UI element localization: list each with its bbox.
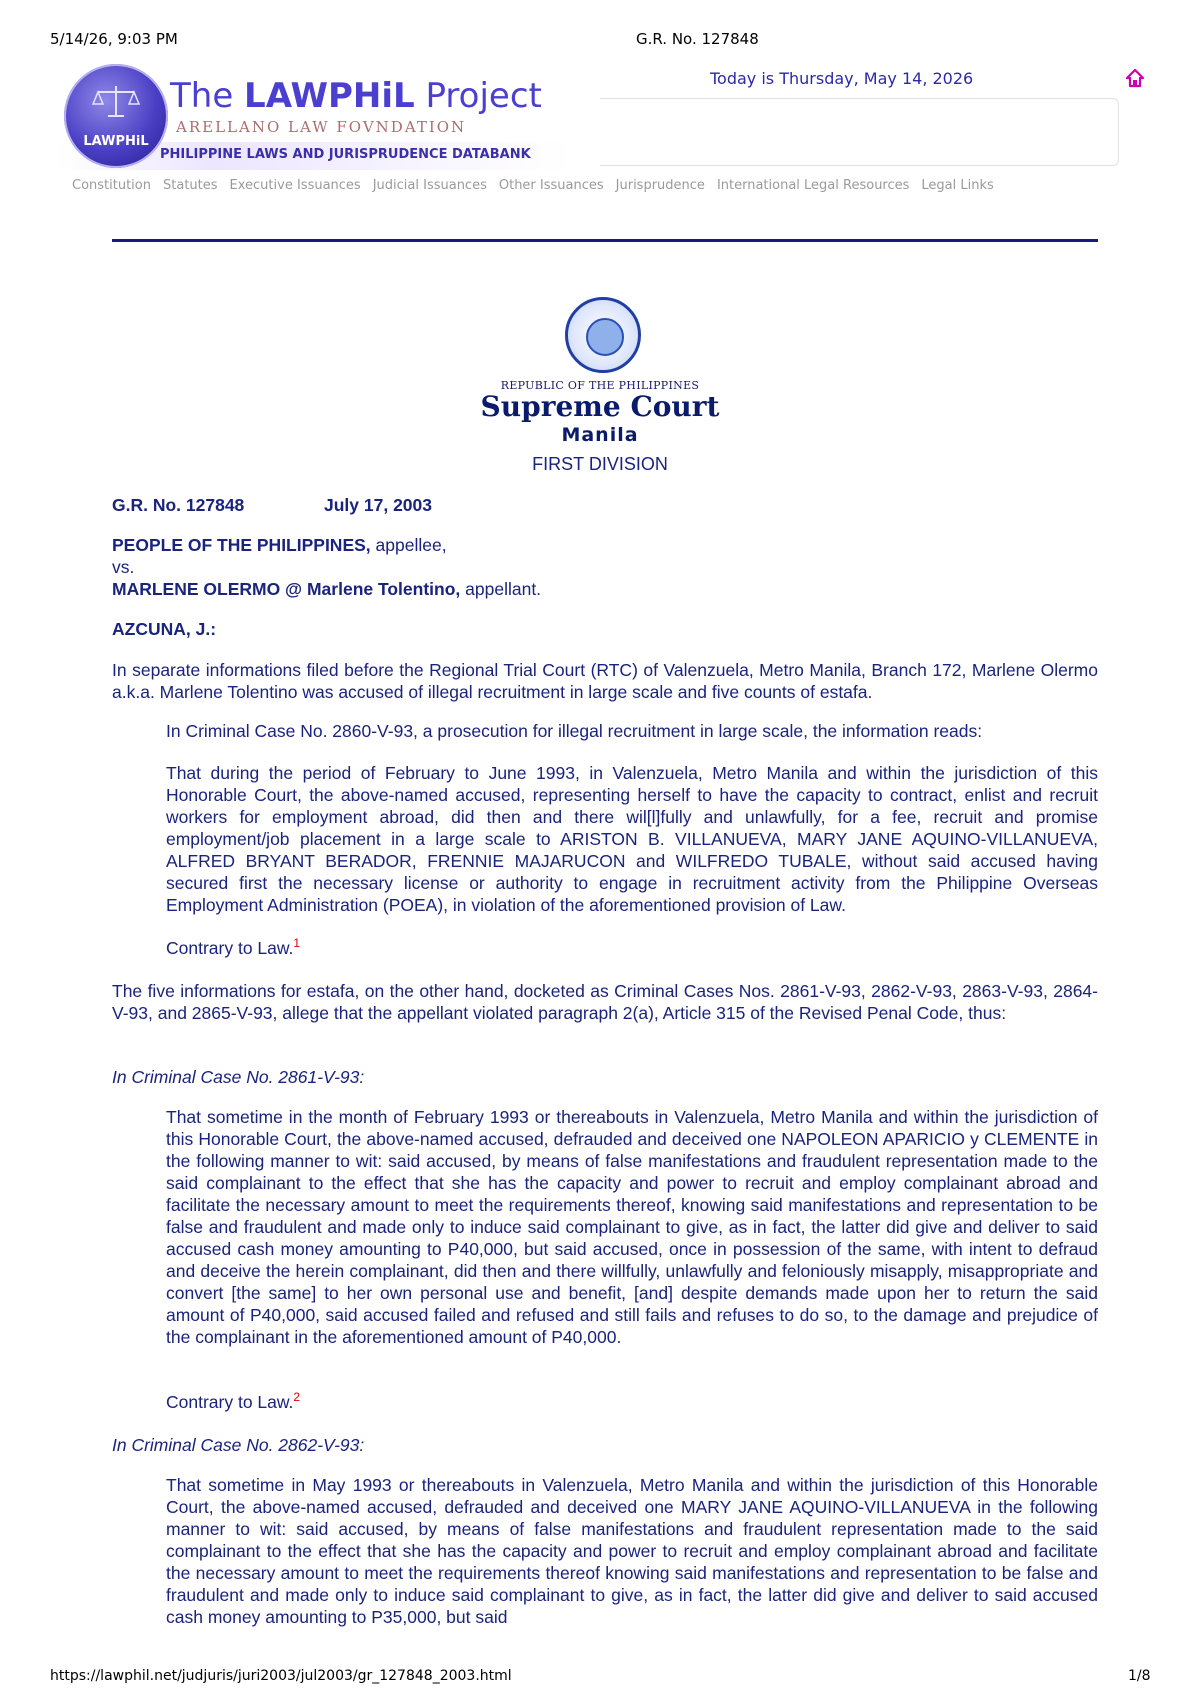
- print-page-number: 1/8: [1128, 1668, 1151, 1684]
- gr-number: G.R. No. 127848: [112, 495, 245, 515]
- nav-jurisprudence[interactable]: Jurisprudence: [615, 178, 705, 193]
- ponente: AZCUNA, J.:: [112, 619, 217, 639]
- footnote-2-link[interactable]: 2: [293, 1390, 301, 1404]
- main-nav: [72, 178, 1006, 193]
- print-doc-title: G.R. No. 127848: [636, 30, 759, 48]
- banner-title: The LAWPHiL Project: [170, 76, 542, 116]
- today-date: Today is Thursday, May 14, 2026: [710, 69, 974, 88]
- paragraph-intro: In separate informations filed before the Regional Trial Court (RTC) of Valenzuela, Metro Manila, Branch 172, Marlene Olermo a.k.a. Marlene Tolentino was accused of illegal recruitment in large scale and five counts of estafa.: [112, 660, 1098, 702]
- heading-case-2862: In Criminal Case No. 2862-V-93:: [112, 1435, 365, 1455]
- seal-label: LAWPHiL: [83, 134, 149, 149]
- information-2862: That sometime in May 1993 or thereabouts in Valenzuela, Metro Manila and within the jurisdiction of this Honorable Court, the above-named accused, defrauded and deceived one MARY JANE AQUINO-VILLANUEVA in the following manner to wit: said accused, by means of false manifestations and fraudulent representation made to the said complainant to the effect that she has the capacity and power to recruit and employ complainant abroad and facilitate the necessary amount to meet the requirements thereof knowing said manifestations and representation to be false and fraudulent and made only to induce said complainant to give, as in fact, the latter did give and deliver to said accused cash money amounting to P35,000, but said: [166, 1475, 1098, 1627]
- decision-date: July 17, 2003: [324, 495, 432, 515]
- footnote-1-link[interactable]: 1: [293, 936, 301, 950]
- banner-tagline: PHILIPPINE LAWS AND JURISPRUDENCE DATABANK: [160, 147, 531, 162]
- case-line: [112, 494, 1098, 516]
- party-appellee: PEOPLE OF THE PHILIPPINES, appellee,: [112, 535, 447, 555]
- nav-legal-links[interactable]: Legal Links: [921, 178, 994, 193]
- contrary-to-law-1: Contrary to Law.$^1$: [166, 936, 301, 958]
- court-name: Supreme Court: [480, 390, 720, 423]
- information-2860: That during the period of February to June 1993, in Valenzuela, Metro Manila and within the jurisdiction of this Honorable Court, the above-named accused, representing herself to have the capacity to contract, enlist and recruit workers for employment abroad, did then and there wil[l]fully and unlawfully, for a fee, recruit and promise employment/job placement in a large scale to ARISTON B. VILLANUEVA, MARY JANE AQUINO-VILLANUEVA, ALFRED BRYANT BERADOR, FRENNIE MAJARUCON and WILFREDO TUBALE, without said accused having secured first the necessary license or authority to engage in recruitment activity from the Philippine Overseas Employment Administration (POEA), in violation of the aforementioned provision of Law.: [166, 763, 1098, 915]
- lawphil-logo[interactable]: [58, 58, 570, 170]
- paragraph-estafa: The five informations for estafa, on the other hand, docketed as Criminal Cases Nos. 2861-V-93, 2862-V-93, 2863-V-93, 2864-V-93, and 2865-V-93, allege that the appellant violated paragraph 2(a), Article 315 of the Revised Penal Code, thus:: [112, 981, 1098, 1023]
- heading-case-2861: In Criminal Case No. 2861-V-93:: [112, 1067, 365, 1087]
- nav-executive-issuances[interactable]: Executive Issuances: [229, 178, 361, 193]
- home-icon[interactable]: [1125, 68, 1145, 88]
- header-divider: [112, 239, 1098, 242]
- nav-other-issuances[interactable]: Other Issuances: [498, 178, 604, 193]
- nav-statutes[interactable]: Statutes: [163, 178, 218, 193]
- contrary-to-law-2: Contrary to Law.$^2$: [166, 1390, 301, 1412]
- lawphil-seal: [64, 64, 168, 168]
- party-appellant: MARLENE OLERMO @ Marlene Tolentino, appellant.: [112, 579, 542, 599]
- nav-international-legal-resources[interactable]: International Legal Resources: [716, 178, 910, 193]
- court-republic: REPUBLIC OF THE PHILIPPINES: [500, 379, 700, 392]
- nav-constitution[interactable]: Constitution: [72, 178, 151, 193]
- search-frame: [600, 98, 1119, 166]
- print-url: https://lawphil.net/judjuris/juri2003/jul2003/gr_127848_2003.html: [50, 1668, 512, 1684]
- versus: vs.: [112, 557, 135, 577]
- nav-judicial-issuances[interactable]: Judicial Issuances: [372, 178, 487, 193]
- supreme-court-seal-icon: [565, 297, 641, 373]
- paragraph-case-2860: In Criminal Case No. 2860-V-93, a prosecution for illegal recruitment in large scale, the information reads:: [166, 721, 983, 741]
- court-city: Manila: [561, 424, 639, 446]
- print-datetime: 5/14/26, 9:03 PM: [50, 30, 178, 48]
- court-division: FIRST DIVISION: [532, 454, 668, 474]
- scales-of-justice-icon: [92, 82, 140, 122]
- banner-subtitle: ARELLANO LAW FOVNDATION: [176, 118, 467, 136]
- information-2861: That sometime in the month of February 1993 or thereabouts in Valenzuela, Metro Manila and within the jurisdiction of this Honorable Court, the above-named accused, defrauded and deceived one NAPOLEON APARICIO y CLEMENTE in the following manner to wit: said accused, by means of false manifestations and fraudulent representation made to the said complainant to the effect that she has the capacity and power to recruit and employ complainant abroad and facilitate the necessary amount to meet the requirements thereof, knowing said manifestations and representation to be false and fraudulent and made only to induce said complainant to give, as in fact, the latter did give and deliver to said accused cash money amounting to P40,000, but said accused, once in possession of the same, with intent to defraud and deceive the herein complainant, did then and there willfully, unlawfully and feloniously misapply, misappropriate and convert [the same] to her own personal use and benefit, [and] despite demands made upon her to return the said amount of P40,000, said accused failed and refused and still fails and refuses to do so, to the damage and prejudice of the complainant in the aforementioned amount of P40,000.: [166, 1107, 1098, 1347]
